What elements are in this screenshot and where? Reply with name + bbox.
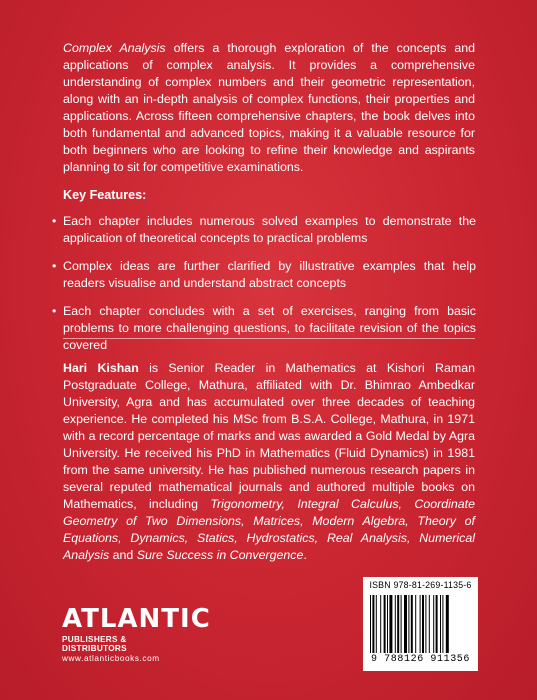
author-bio-text: is Senior Reader in Mathematics at Kishori Raman Postgraduate College, Mathura, affiliated with Dr. Bhimrao Ambedkar University, Agra and has accumulated over three decades of teaching experience. He completed his MSc from B.S.A. College, Mathura, in 1971 with a record percentage of marks and was awarded a Gold Medal by Agra University. He received his PhD in Mathematics (Fluid Dynamics) in 1981 from the same university. He has published numerous research papers in several reputed mathematical journals and authored multiple books on Mathematics, including <box>63 361 475 511</box>
publisher-subtitle: PUBLISHERS & DISTRIBUTORS <box>62 635 127 653</box>
isbn-barcode <box>363 577 478 671</box>
feature-item <box>52 213 476 247</box>
publisher-name: ATLANTIC <box>62 604 211 634</box>
feature-item <box>52 303 476 354</box>
feature-item <box>52 258 476 292</box>
feature-text: Each chapter includes numerous solved examples to demonstrate the application of theoretical concepts to practical problems <box>63 214 476 245</box>
isbn-label: ISBN 978-81-269-1135-6 <box>369 580 472 590</box>
barcode-bars <box>370 595 471 655</box>
author-end: . <box>303 548 307 562</box>
feature-text: Each chapter concludes with a set of exercises, ranging from basic problems to more challenging questions, to facilitate revision of the topics covered <box>63 304 476 352</box>
key-features-heading: Key Features: <box>63 188 147 202</box>
publisher-logo <box>62 604 211 663</box>
key-features-list <box>52 213 476 365</box>
bullet-icon: • <box>52 304 57 318</box>
feature-text: Complex ideas are further clarified by illustrative examples that help readers visualise and understand abstract concepts <box>63 259 476 290</box>
book-title: Complex Analysis <box>63 41 166 55</box>
barcode-digits: 9 788126 911356 <box>370 654 470 665</box>
divider <box>63 338 475 339</box>
bullet-icon: • <box>52 214 57 228</box>
author-bio <box>63 360 475 564</box>
description-text: offers a thorough exploration of the concepts and applications of complex analysis. It provides a comprehensive understanding of complex numbers and their geometric representation, along with an in-depth analysis of complex functions, their properties and applications. Across fifteen comprehensive chapters, the book delves into both fundamental and advanced topics, making it a valuable resource for both beginners who are looking to refine their knowledge and aspirants planning to sit for competitive examinations. <box>63 41 475 174</box>
publisher-website: www.atlanticbooks.com <box>62 654 160 663</box>
book-description <box>63 40 475 176</box>
bullet-icon: • <box>52 259 57 273</box>
author-and: and <box>109 548 137 562</box>
author-last-book: Sure Success in Convergence <box>136 548 304 562</box>
author-name: Hari Kishan <box>63 361 139 375</box>
author-books: Trigonometry, Integral Calculus, Coordinate Geometry of Two Dimensions, Matrices, Modern Algebra, Theory of Equations, Dynamics, Statics, Hydrostatics, Real Analysis, Numerical Analysis <box>63 497 475 562</box>
